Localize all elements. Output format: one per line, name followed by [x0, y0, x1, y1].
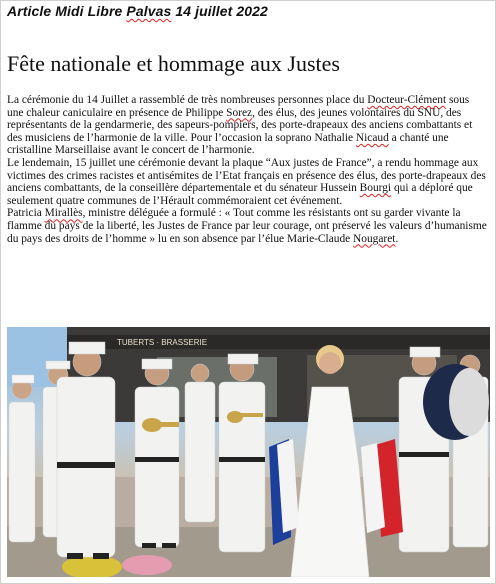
person-name: Nicaud: [355, 131, 389, 144]
text-run: La cérémonie du 14 Juillet a rassemblé de très nombreuses personnes place du: [7, 94, 368, 106]
text-run: a chanté une cristalline Marseillaise avant le concert de l’harmonie.: [7, 131, 449, 157]
person-name: Nougaret: [353, 232, 396, 245]
paragraph-2: [7, 157, 487, 207]
shop-sign: TUBERTS · BRASSERIE: [117, 338, 208, 347]
text-run: sous une chaleur caniculaire en présence de Philippe: [7, 94, 470, 119]
paragraph-1: [7, 94, 487, 157]
paragraph-3: [7, 207, 487, 245]
text-run: qui a déploré que seulement quatre communes de l’Hérault commémoraient cet événement.: [7, 182, 473, 207]
text-run: Le lendemain, 15 juillet une cérémonie devant la plaque “Aux justes de France”, a rendu hommage aux victimes des crimes racistes et antisémites de l’Etat français en présence des élus, des porte-drapeaux des anciens combattants, de la conseillère départementale et du sénateur Hussein: [7, 156, 486, 195]
header-prefix: Article Midi Libre: [7, 3, 127, 19]
text-run: .: [395, 232, 399, 245]
text-run: , ministre déléguée a formulé : « Tout comme les résistants ont su garder vivante la flamme du pays de la liberté, les Justes de France par leur courage, ont préservé les valeurs d’humanisme du pays des droits de l’homme » lu en son absence par l’élue Marie-Claude: [7, 207, 487, 245]
header-place: Palvas: [126, 3, 172, 19]
article-title: Fête nationale et hommage aux Justes: [7, 50, 340, 76]
text-run: , des élus, des jeunes volontaires du SNU, des représentants de la gendarmerie, des sapeurs-pompiers, des porte-drapeaux des anciens combattants et des musiciens de l’harmonie de la ville. Pour l’occasion la soprano Nathalie: [7, 106, 473, 144]
header-date: 14 juillet 2022: [171, 3, 268, 19]
person-name: Bourgi: [359, 182, 392, 195]
place-name: Docteur-Clément: [367, 94, 447, 106]
text-run: Patricia: [7, 207, 45, 220]
ceremony-photo: [7, 327, 490, 577]
person-name: Sorez: [226, 106, 253, 119]
person-name: Mirallès: [44, 207, 83, 220]
photo-illustration: [7, 327, 490, 577]
article-source-header: [7, 3, 268, 19]
article-body: [7, 94, 487, 245]
